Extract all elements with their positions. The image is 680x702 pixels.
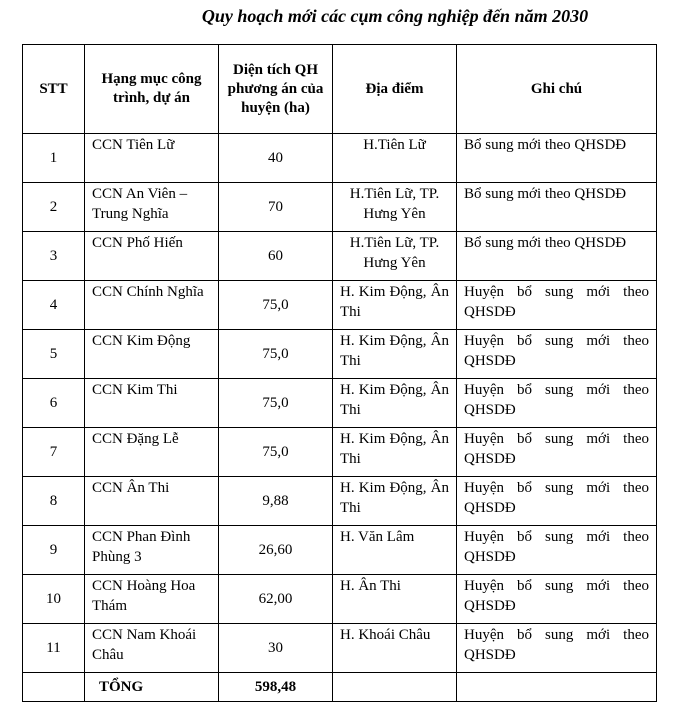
cell-area: 60 xyxy=(219,232,333,281)
table-row xyxy=(23,183,657,232)
cell-location: H.Tiên Lữ, TP. Hưng Yên xyxy=(333,232,457,281)
cell-area: 40 xyxy=(219,134,333,183)
table-row xyxy=(23,281,657,330)
cell-name: CCN Kim Động xyxy=(85,330,219,379)
cell-total-empty xyxy=(457,673,657,702)
cell-name: CCN Tiên Lữ xyxy=(85,134,219,183)
table-body xyxy=(23,134,657,702)
cell-area: 70 xyxy=(219,183,333,232)
cell-name: CCN Ân Thi xyxy=(85,477,219,526)
cell-location: H. Văn Lâm xyxy=(333,526,457,575)
cell-area: 9,88 xyxy=(219,477,333,526)
cell-area: 30 xyxy=(219,624,333,673)
cell-location: H. Ân Thi xyxy=(333,575,457,624)
cell-area: 75,0 xyxy=(219,379,333,428)
cell-location: H. Kim Động, Ân Thi xyxy=(333,379,457,428)
cell-location: H. Kim Động, Ân Thi xyxy=(333,428,457,477)
cell-stt: 3 xyxy=(23,232,85,281)
cell-note: Bổ sung mới theo QHSDĐ xyxy=(457,232,657,281)
cell-name: CCN Đặng Lễ xyxy=(85,428,219,477)
cell-location: H. Kim Động, Ân Thi xyxy=(333,477,457,526)
table-header-row xyxy=(23,45,657,134)
document-title: Quy hoạch mới các cụm công nghiệp đến năm 2030 xyxy=(201,6,589,26)
cell-location: H.Tiên Lữ, TP. Hưng Yên xyxy=(333,183,457,232)
cell-stt: 11 xyxy=(23,624,85,673)
cell-name: CCN An Viên – Trung Nghĩa xyxy=(85,183,219,232)
table-row xyxy=(23,379,657,428)
cell-stt: 7 xyxy=(23,428,85,477)
table-row xyxy=(23,624,657,673)
cell-name: CCN Chính Nghĩa xyxy=(85,281,219,330)
cell-location: H. Khoái Châu xyxy=(333,624,457,673)
cell-location: H. Kim Động, Ân Thi xyxy=(333,330,457,379)
cell-name: CCN Nam Khoái Châu xyxy=(85,624,219,673)
cell-note: Huyện bổ sung mới theo QHSDĐ xyxy=(457,477,657,526)
table-row xyxy=(23,232,657,281)
cell-stt: 5 xyxy=(23,330,85,379)
cell-note: Huyện bổ sung mới theo QHSDĐ xyxy=(457,575,657,624)
cell-location: H. Kim Động, Ân Thi xyxy=(333,281,457,330)
cell-note: Huyện bổ sung mới theo QHSDĐ xyxy=(457,624,657,673)
cell-note: Huyện bổ sung mới theo QHSDĐ xyxy=(457,379,657,428)
header-location: Địa điểm xyxy=(333,45,457,134)
cell-area: 75,0 xyxy=(219,330,333,379)
header-stt: STT xyxy=(23,45,85,134)
table-row xyxy=(23,575,657,624)
cell-location: H.Tiên Lữ xyxy=(333,134,457,183)
cell-name: CCN Kim Thi xyxy=(85,379,219,428)
total-value: 598,48 xyxy=(219,673,333,702)
cell-name: CCN Phố Hiến xyxy=(85,232,219,281)
header-name: Hạng mục công trình, dự án xyxy=(85,45,219,134)
cell-stt: 2 xyxy=(23,183,85,232)
cell-note: Huyện bổ sung mới theo QHSDĐ xyxy=(457,526,657,575)
cell-note: Bổ sung mới theo QHSDĐ xyxy=(457,134,657,183)
cell-area: 26,60 xyxy=(219,526,333,575)
table-row xyxy=(23,330,657,379)
cell-note: Huyện bổ sung mới theo QHSDĐ xyxy=(457,428,657,477)
cell-area: 75,0 xyxy=(219,281,333,330)
table-total-row xyxy=(23,673,657,702)
cell-stt: 1 xyxy=(23,134,85,183)
cell-stt: 6 xyxy=(23,379,85,428)
table-row xyxy=(23,477,657,526)
table-row xyxy=(23,526,657,575)
cell-area: 75,0 xyxy=(219,428,333,477)
cell-stt: 9 xyxy=(23,526,85,575)
cell-name: CCN Hoàng Hoa Thám xyxy=(85,575,219,624)
table-row xyxy=(23,428,657,477)
cell-total-empty xyxy=(333,673,457,702)
total-label: TỔNG xyxy=(85,673,219,702)
header-area: Diện tích QH phương án của huyện (ha) xyxy=(219,45,333,134)
cell-note: Huyện bổ sung mới theo QHSDĐ xyxy=(457,330,657,379)
table-row xyxy=(23,134,657,183)
cell-area: 62,00 xyxy=(219,575,333,624)
cell-note: Bổ sung mới theo QHSDĐ xyxy=(457,183,657,232)
cell-stt: 10 xyxy=(23,575,85,624)
cell-note: Huyện bổ sung mới theo QHSDĐ xyxy=(457,281,657,330)
cell-stt: 8 xyxy=(23,477,85,526)
cell-stt: 4 xyxy=(23,281,85,330)
cell-name: CCN Phan Đình Phùng 3 xyxy=(85,526,219,575)
header-note: Ghi chú xyxy=(457,45,657,134)
cell-total-empty xyxy=(23,673,85,702)
industrial-cluster-table xyxy=(22,44,657,702)
